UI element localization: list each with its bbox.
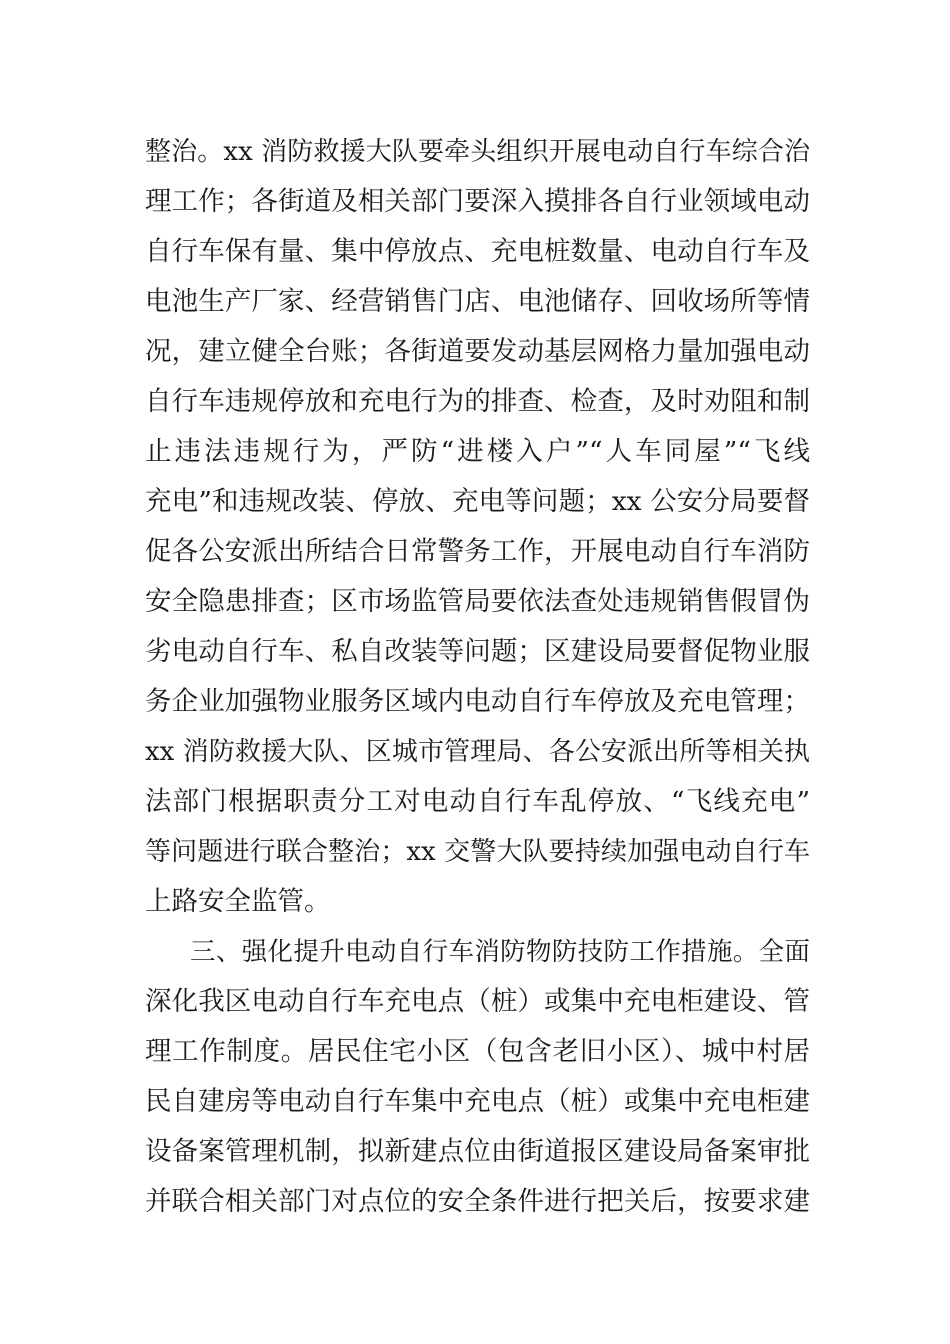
text-line-2: 理工作；各街道及相关部门要深入摸排各自行业领域电动 [145, 186, 810, 217]
text-line-14: 法部门根据职责分工对电动自行车乱停放、“飞线充电” [145, 786, 810, 817]
text-line-6: 自行车违规停放和充电行为的排查、检查，及时劝阻和制 [145, 386, 810, 417]
text-line-9: 促各公安派出所结合日常警务工作，开展电动自行车消防 [145, 536, 810, 567]
text-line-20: 民自建房等电动自行车集中充电点（桩）或集中充电柜建 [145, 1086, 810, 1117]
text-line-22: 并联合相关部门对点位的安全条件进行把关后，按要求建 [145, 1186, 810, 1217]
text-line-18: 深化我区电动自行车充电点（桩）或集中充电柜建设、管 [145, 986, 810, 1017]
text-line-13: xx 消防救援大队、区城市管理局、各公安派出所等相关执 [145, 737, 810, 767]
text-line-16: 上路安全监管。 [145, 886, 331, 917]
text-line-7: 止违法违规行为，严防“进楼入户”“人车同屋”“飞线 [145, 436, 810, 467]
text-line-5: 况，建立健全台账；各街道要发动基层网格力量加强电动 [145, 336, 810, 367]
text-line-3: 自行车保有量、集中停放点、充电桩数量、电动自行车及 [145, 236, 810, 267]
text-line-10: 安全隐患排查；区市场监管局要依法查处违规销售假冒伪 [145, 586, 810, 617]
section-heading-line: 三、强化提升电动自行车消防物防技防工作措施。全面 [190, 937, 810, 967]
text-line-8: 充电”和违规改装、停放、充电等问题；xx 公安分局要督 [145, 486, 810, 517]
text-line-11: 劣电动自行车、私自改装等问题；区建设局要督促物业服 [145, 636, 810, 667]
text-line-12: 务企业加强物业服务区域内电动自行车停放及充电管理； [145, 686, 810, 717]
text-line-4: 电池生产厂家、经营销售门店、电池储存、回收场所等情 [145, 286, 810, 317]
text-line-21: 设备案管理机制，拟新建点位由街道报区建设局备案审批 [145, 1136, 810, 1167]
text-line-1: 整治。xx 消防救援大队要牵头组织开展电动自行车综合治 [145, 137, 810, 167]
text-line-15: 等问题进行联合整治；xx 交警大队要持续加强电动自行车 [145, 837, 810, 867]
text-line-19: 理工作制度。居民住宅小区（包含老旧小区）、城中村居 [145, 1036, 810, 1067]
